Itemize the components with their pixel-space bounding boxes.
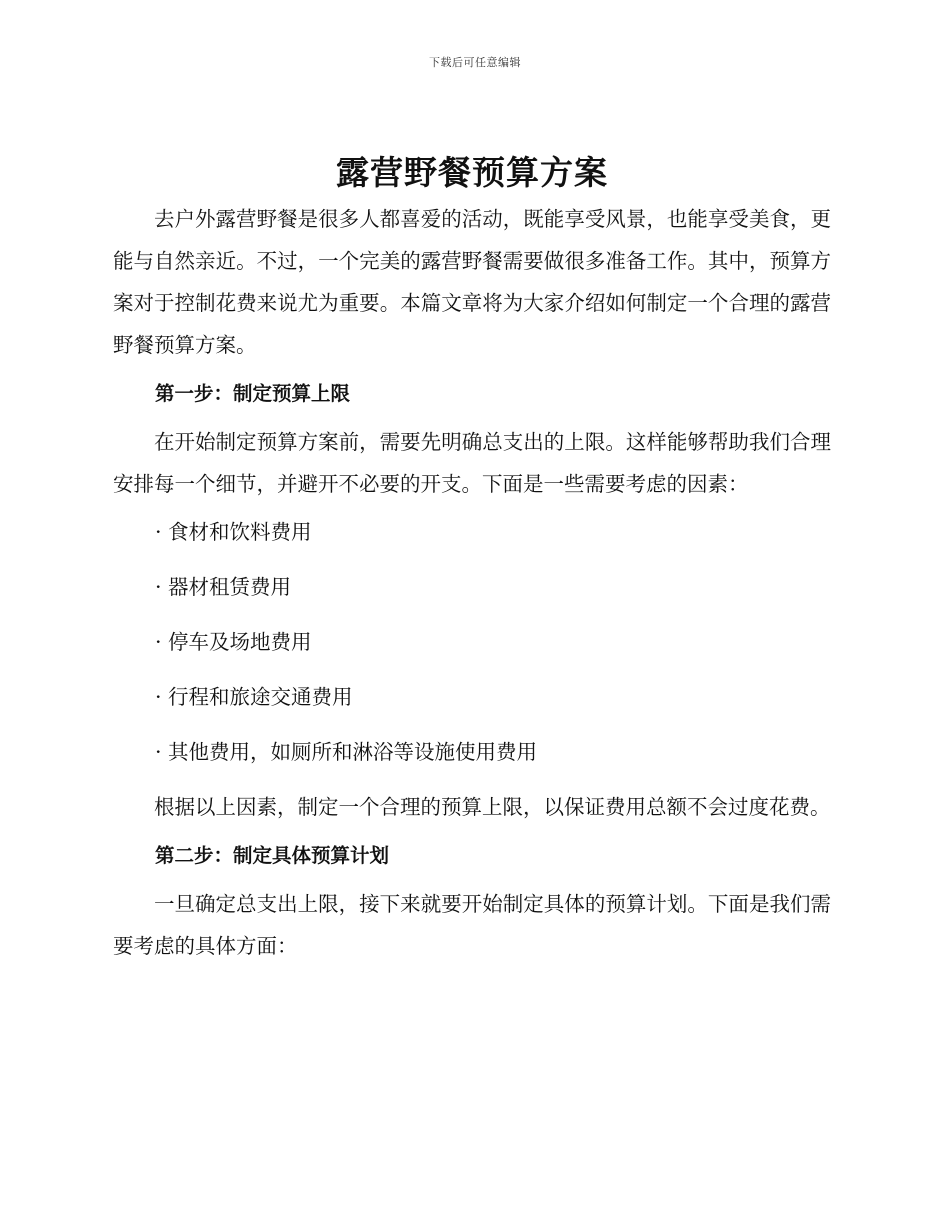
document-body (113, 148, 831, 967)
step1-bullet-item: · 其他费用，如厕所和淋浴等设施使用费用 (155, 740, 538, 764)
step2-paragraph: 一旦确定总支出上限，接下来就要开始制定具体的预算计划。下面是我们需要考虑的具体方面： (113, 892, 831, 958)
step1-heading: 第一步：制定预算上限 (155, 382, 351, 405)
step1-conclusion: 根据以上因素，制定一个合理的预算上限，以保证费用总额不会过度花费。 (154, 795, 831, 819)
step1-bullet-item: · 器材租赁费用 (155, 575, 292, 599)
step2-heading: 第二步：制定具体预算计划 (155, 844, 390, 867)
step1-bullet-item: · 食材和饮料费用 (155, 520, 312, 544)
step1-bullet-item: · 行程和旅途交通费用 (155, 685, 353, 709)
step1-bullet-item: · 停车及场地费用 (155, 630, 312, 654)
step1-paragraph: 在开始制定预算方案前，需要先明确总支出的上限。这样能够帮助我们合理安排每一个细节，并避开不必要的开支。下面是一些需要考虑的因素： (113, 430, 831, 496)
header-note: 下载后可任意编辑 (429, 56, 521, 69)
intro-paragraph: 去户外露营野餐是很多人都喜爱的活动，既能享受风景，也能享受美食，更能与自然亲近。不过，一个完美的露营野餐需要做很多准备工作。其中，预算方案对于控制花费来说尤为重要。本篇文章将为大家介绍如何制定一个合理的露营野餐预算方案。 (113, 207, 831, 357)
document-title: 露营野餐预算方案 (336, 153, 608, 192)
